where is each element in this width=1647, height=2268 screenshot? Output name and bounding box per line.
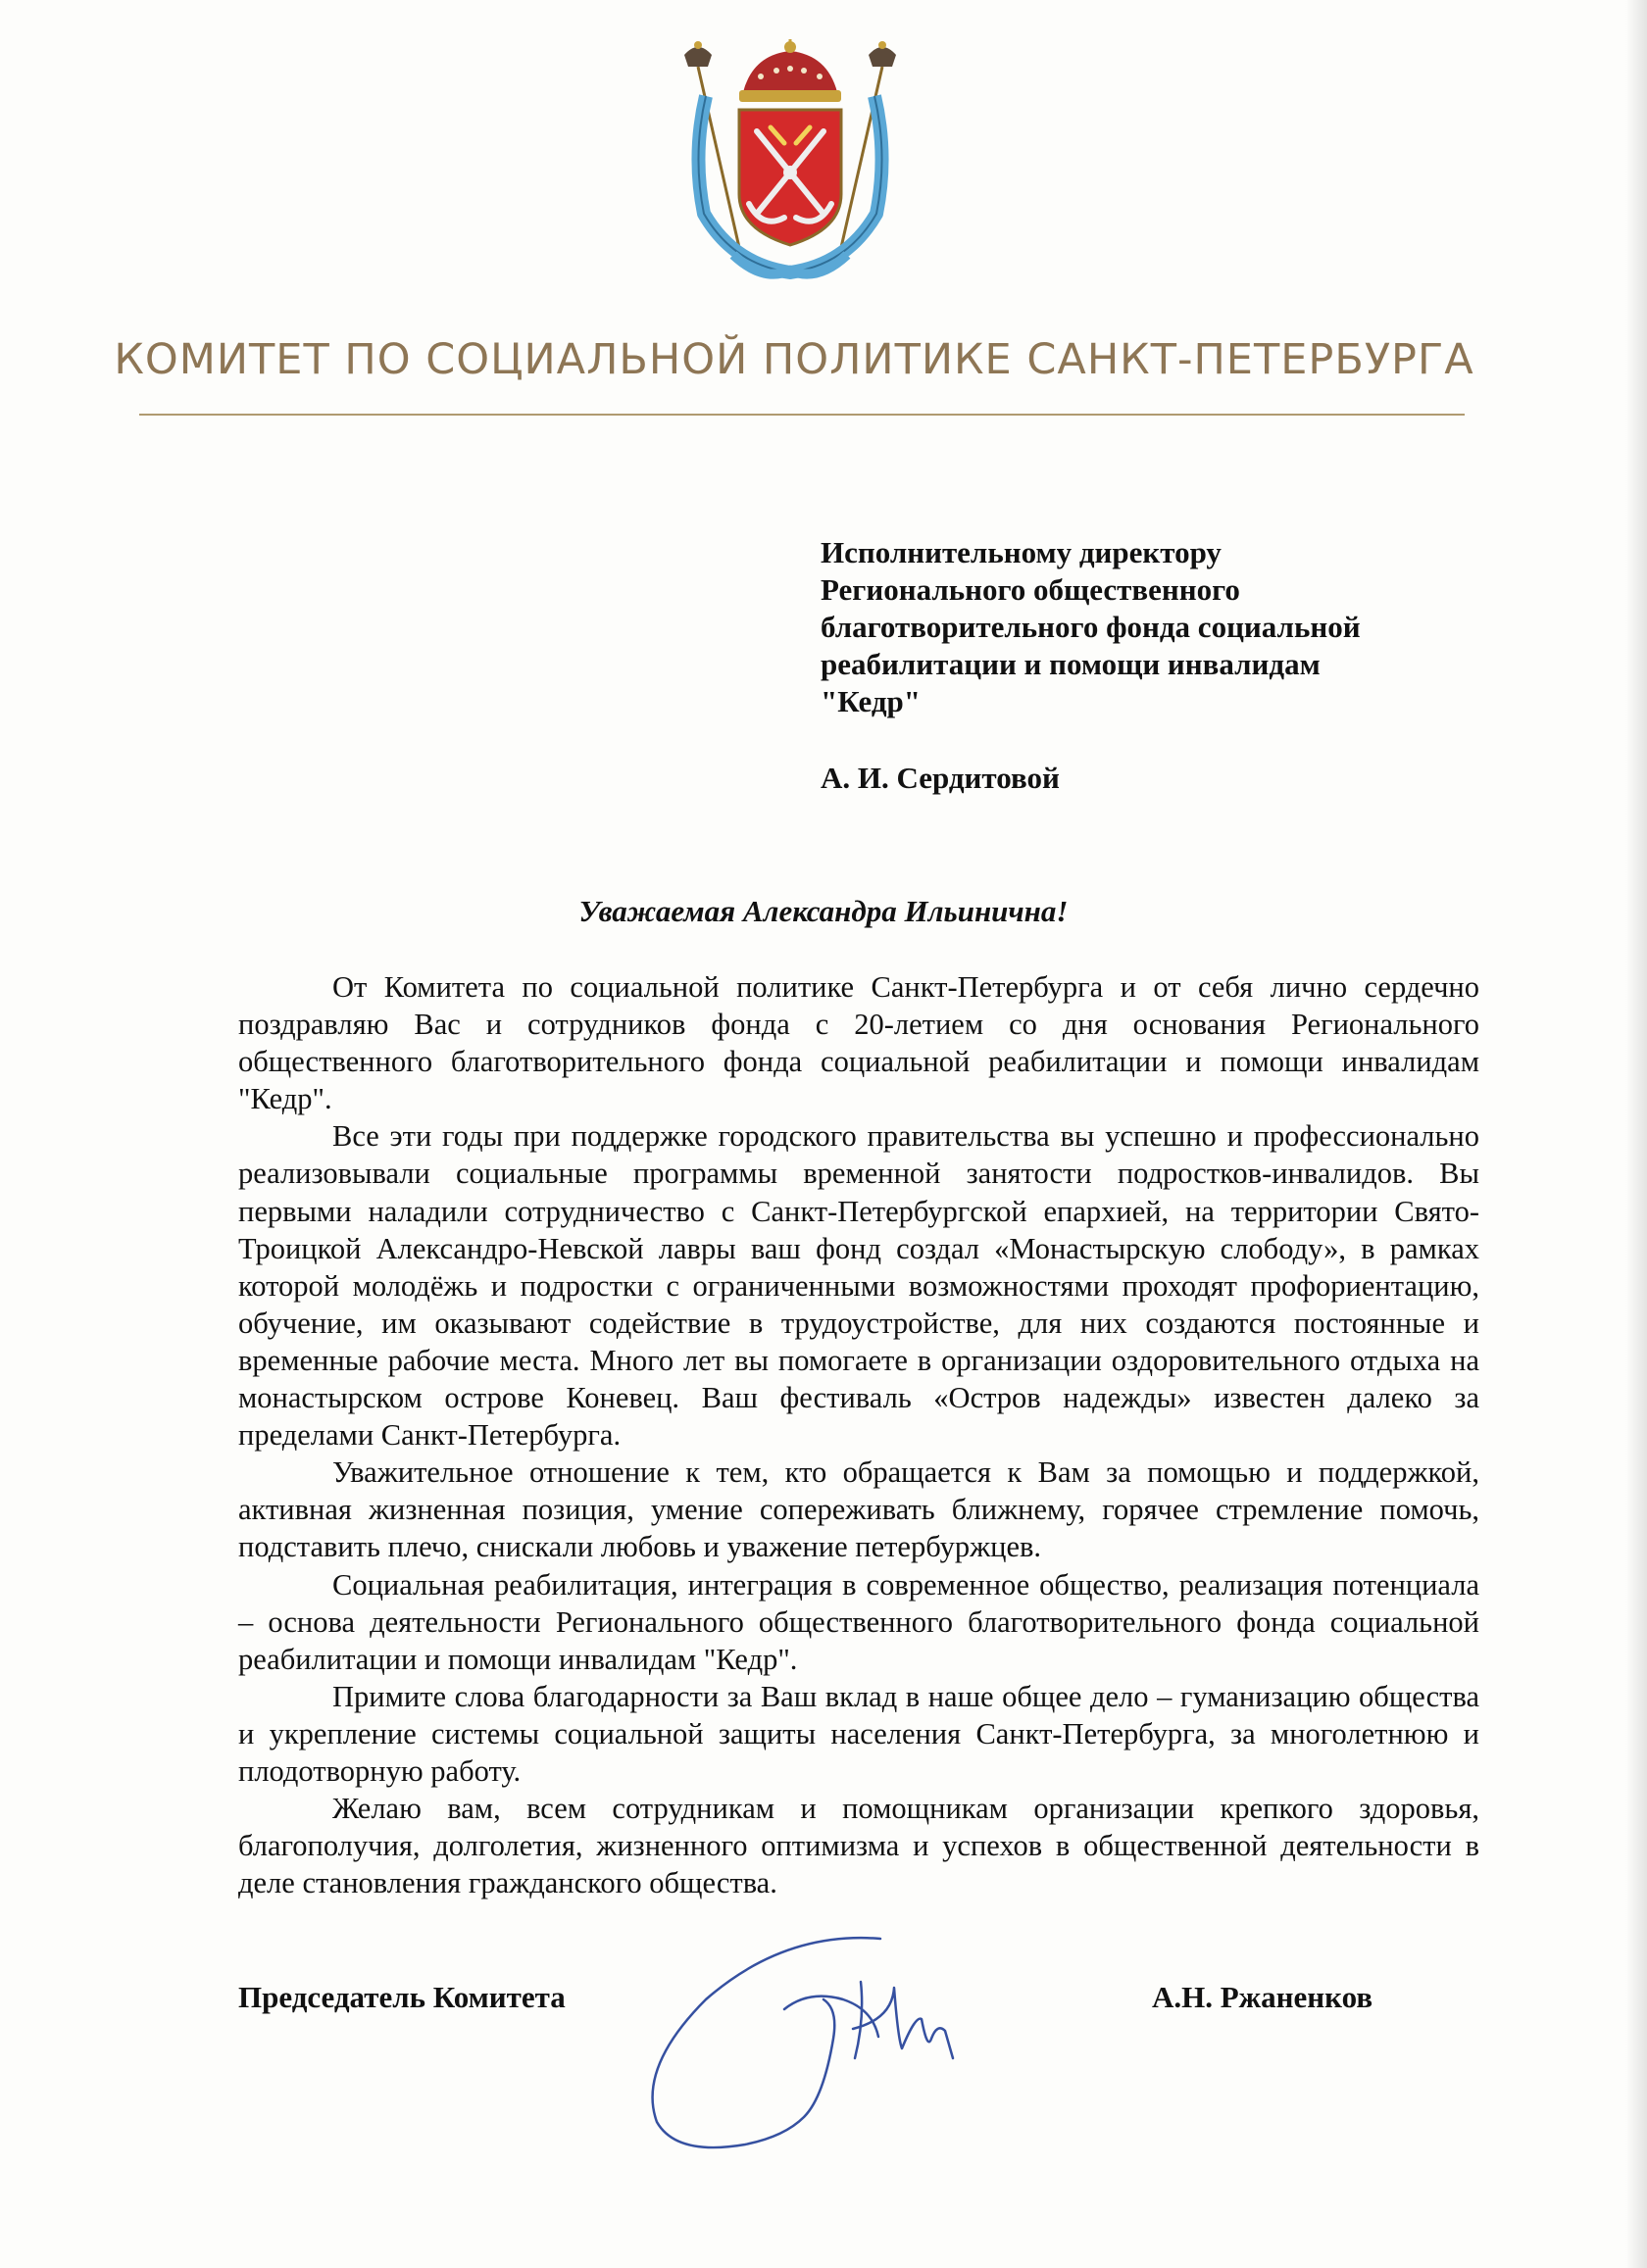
body-paragraph: От Комитета по социальной политике Санкт-Петербурга и от себя лично сердечно поздравляю Вас и сотрудников фонда с 20-летием со дня основания Регионального общественного благотворительного фонда социальной реабилитации и помощи инвалидам "Кедр". xyxy=(238,970,1479,1116)
signatory-name: А.Н. Ржаненков xyxy=(1152,1980,1373,2014)
recipient-line: "Кедр" xyxy=(821,684,921,718)
body-paragraph: Социальная реабилитация, интеграция в современное общество, реализация потенциала – основа деятельности Регионального общественного благотворительного фонда социальной реабилитации и помощи инвалидам "Кедр". xyxy=(238,1567,1479,1676)
signatory-title: Председатель Комитета xyxy=(238,1980,566,2014)
recipient-line: Регионального общественного xyxy=(821,572,1240,607)
body-paragraph: Уважительное отношение к тем, кто обращается к Вам за помощью и поддержкой, активная жизненная позиция, умение сопереживать ближнему, горячее стремление помочь, подставить плечо, снискали любовь и уважение петербуржцев. xyxy=(238,1455,1479,1564)
recipient-line: благотворительного фонда социальной xyxy=(821,610,1361,644)
organization-name: КОМИТЕТ ПО СОЦИАЛЬНОЙ ПОЛИТИКЕ САНКТ-ПЕТЕРБУРГА xyxy=(114,335,1474,384)
body-paragraph: Все эти годы при поддержке городского правительства вы успешно и профессионально реализовывали социальные программы временной занятости подростков-инвалидов. Вы первыми наладили сотрудничество с Санкт-Петербургской епархией, на территории Свято-Троицкой Александро-Невской лавры ваш фонд создал «Монастырскую слободу», в рамках которой молодёжь и подростки с ограниченными возможностями проходят профориентацию, обучение, им оказывают содействие в трудоустройстве, для них создаются постоянные и временные рабочие места. Много лет вы помогаете в организации оздоровительного отдыха на монастырском острове Коневец. Ваш фестиваль «Остров надежды» известен далеко за пределами Санкт-Петербурга. xyxy=(238,1119,1479,1453)
body-paragraph: Желаю вам, всем сотрудникам и помощникам организации крепкого здоровья, благополучия, долголетия, жизненного оптимизма и успехов в общественной деятельности в деле становления гражданского общества. xyxy=(238,1792,1479,1900)
header-divider xyxy=(139,414,1465,416)
recipient-block xyxy=(821,534,1448,720)
letter-body xyxy=(238,968,1479,1901)
scan-edge-shadow xyxy=(1625,0,1647,2268)
recipient-line: Исполнительному директору xyxy=(821,535,1222,569)
body-paragraph: Примите слова благодарности за Ваш вклад в наше общее дело – гуманизацию общества и укрепление системы социальной защиты населения Санкт-Петербурга, за многолетнюю и плодотворную работу. xyxy=(238,1679,1479,1788)
greeting: Уважаемая Александра Ильинична! xyxy=(578,894,1069,928)
handwritten-signature-icon xyxy=(637,1921,1049,2166)
recipient-line: реабилитации и помощи инвалидам xyxy=(821,647,1321,681)
coat-of-arms-icon xyxy=(674,37,906,284)
recipient-name: А. И. Сердитовой xyxy=(821,761,1060,795)
